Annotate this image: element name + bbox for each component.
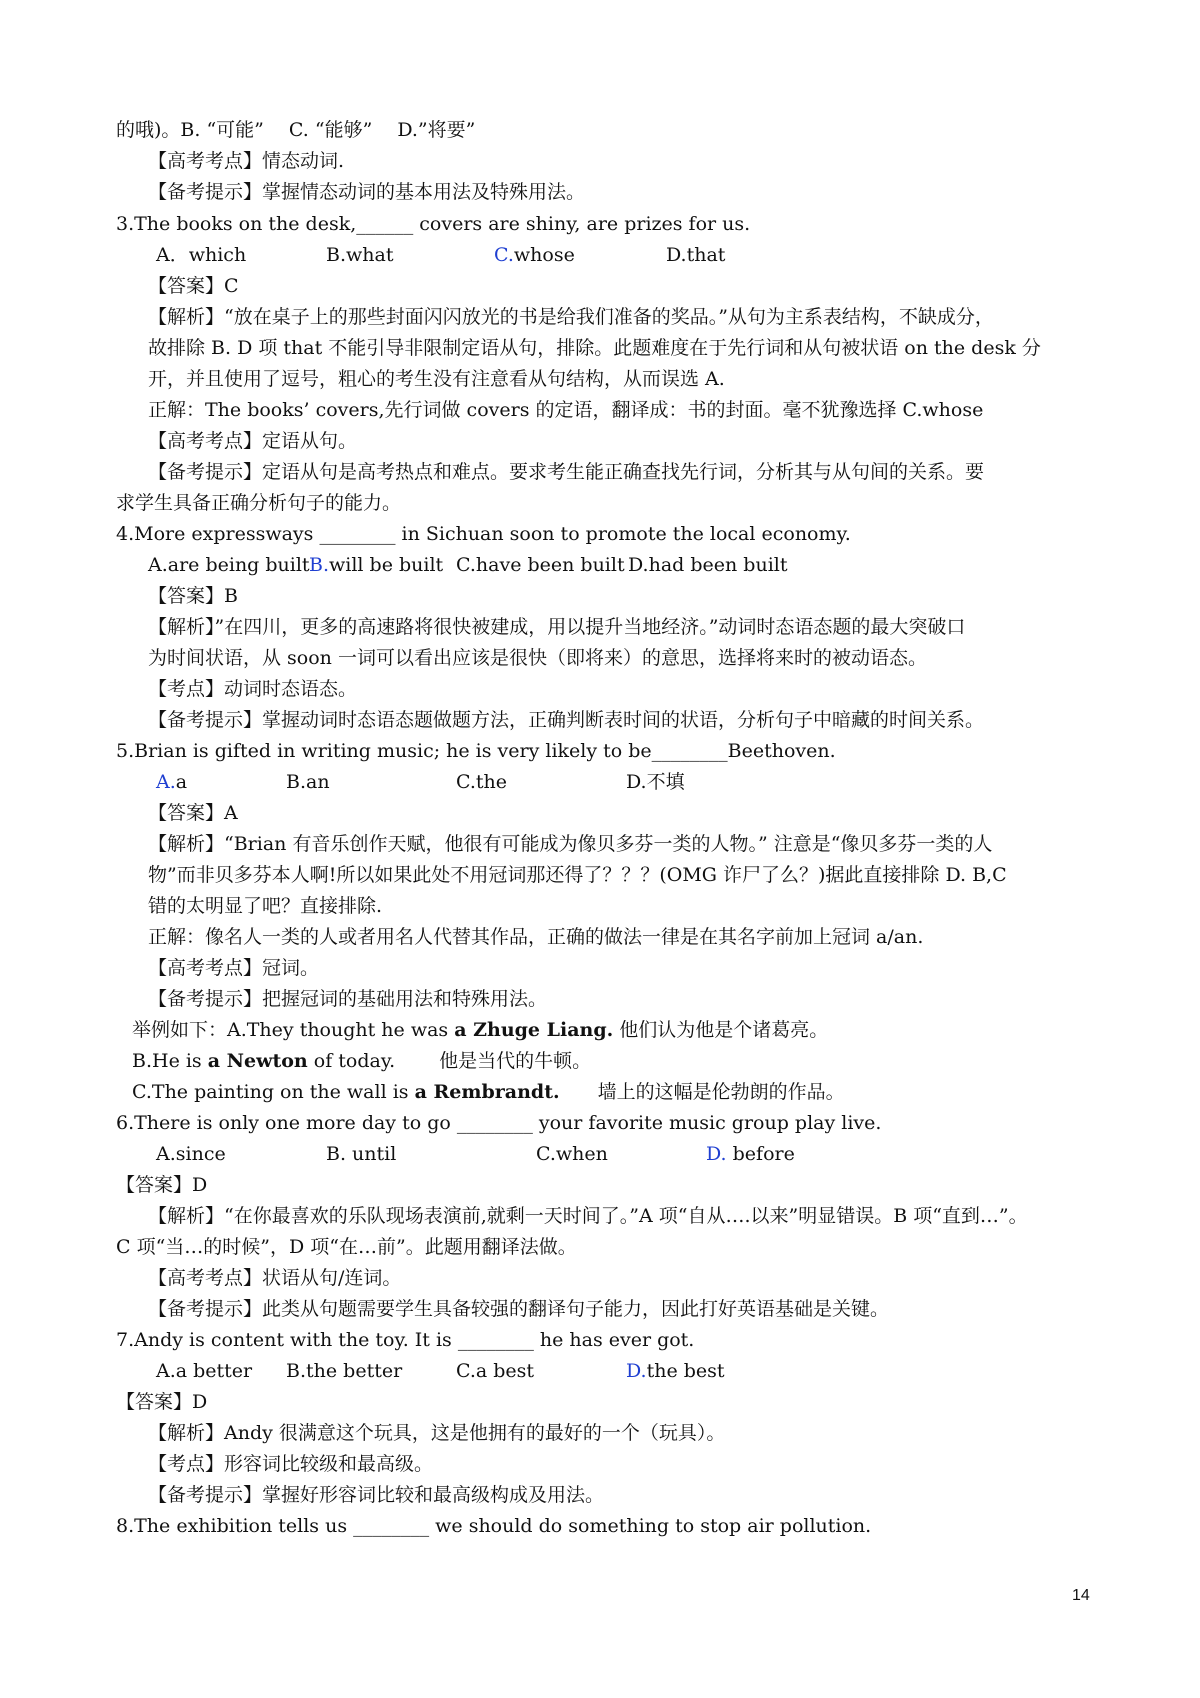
answer: 【答案】D [116, 1391, 208, 1413]
option-d [626, 1358, 725, 1384]
correct-solution: 正解：像名人一类的人或者用名人代替其作品，正确的做法一律是在其名字前加上冠词 a/an. [148, 926, 924, 948]
answer: 【答案】A [148, 802, 238, 824]
question-4-options [116, 552, 1016, 578]
prep-tip: 【备考提示】此类从句题需要学生具备较强的翻译句子能力，因此打好英语基础是关键。 [148, 1298, 890, 1320]
exam-point: 【高考考点】情态动词. [148, 150, 345, 172]
question-3: 3.The books on the desk,______ covers are shiny, are prizes for us. [116, 213, 751, 235]
correct-option-letter: D. [706, 1143, 727, 1165]
example-b [132, 1048, 591, 1074]
answer: 【答案】D [116, 1174, 208, 1196]
option-a: A.are being built [148, 554, 310, 576]
correct-option-letter: A. [156, 771, 176, 793]
example-text: of today. 他是当代的牛顿。 [307, 1050, 592, 1072]
correct-option-letter: B. [309, 554, 330, 576]
question-8: 8.The exhibition tells us ________ we should do something to stop air pollution. [116, 1515, 872, 1537]
option-b: B.the better [286, 1360, 403, 1382]
explanation-line: 【解析】“Brian 有音乐创作天赋，他很有可能成为像贝多芬一类的人物。” 注意是“像贝多芬一类的人 [148, 833, 993, 855]
question-3-options [116, 242, 1016, 268]
exam-point: 【考点】形容词比较级和最高级。 [148, 1453, 434, 1475]
explanation-line: 故排除 B. D 项 that 不能引导非限制定语从句，排除。此题难度在于先行词和从句被状语 on the desk 分 [148, 337, 1041, 359]
explanation-line: 开，并且使用了逗号，粗心的考生没有注意看从句结构，从而误选 A. [148, 368, 725, 390]
explanation-line: 物”而非贝多芬本人啊!所以如果此处不用冠词那还得了？？？(OMG 诈尸了么？)据此直接排除 D. B,C [148, 864, 1007, 886]
example-text: 墙上的这幅是伦勃朗的作品。 [559, 1081, 845, 1103]
option-a: A．which [156, 244, 247, 266]
exam-point: 【高考考点】冠词。 [148, 957, 320, 979]
explanation-line: 【解析】Andy 很满意这个玩具，这是他拥有的最好的一个（玩具）。 [148, 1422, 726, 1444]
explanation-line: 错的太明显了吧？直接排除. [148, 895, 383, 917]
question-5-options [116, 769, 1016, 795]
exam-point: 【高考考点】状语从句/连词。 [148, 1267, 402, 1289]
example-text: 举例如下：A.They thought he was [132, 1019, 455, 1041]
option-c [494, 242, 575, 268]
option-d: D.that [666, 244, 726, 266]
exam-point: 【高考考点】定语从句。 [148, 430, 358, 452]
example-text: C.The painting on the wall is [132, 1081, 415, 1103]
option-c: C.the [456, 771, 508, 793]
option-a-text: a [175, 771, 188, 793]
option-a: A.a better [156, 1360, 253, 1382]
option-d: D.had been built [628, 554, 788, 576]
option-c: C.a best [456, 1360, 535, 1382]
prep-tip: 【备考提示】掌握情态动词的基本用法及特殊用法。 [148, 181, 586, 203]
exam-point: 【考点】动词时态语态。 [148, 678, 358, 700]
answer: 【答案】B [148, 585, 238, 607]
option-c: C.have been built [456, 554, 625, 576]
option-a [156, 769, 187, 795]
prep-tip: 【备考提示】掌握动词时态语态题做题方法，正确判断表时间的状语，分析句子中暗藏的时间关系。 [148, 709, 985, 731]
explanation-line: 【解析】“在你最喜欢的乐队现场表演前,就剩一天时间了。”A 项“自从….以来”明显错误。B 项“直到…”。 [148, 1205, 1028, 1227]
question-7-options [116, 1358, 1016, 1384]
correct-option-letter: D. [626, 1360, 647, 1382]
prep-tip: 求学生具备正确分析句子的能力。 [116, 492, 402, 514]
option-c: C.when [536, 1143, 608, 1165]
example-a [132, 1017, 828, 1043]
option-b: B.an [286, 771, 330, 793]
explanation-line: 【解析】“放在桌子上的那些封面闪闪放光的书是给我们准备的奖品。”从句为主系表结构，不缺成分， [148, 306, 994, 328]
example-text: B.He is [132, 1050, 208, 1072]
explanation-line: 【解析】”在四川，更多的高速路将很快被建成，用以提升当地经济。”动词时态语态题的最大突破口 [148, 616, 966, 638]
question-6: 6.There is only one more day to go ________ your favorite music group play live. [116, 1112, 882, 1134]
explanation-line: C 项“当…的时候”，D 项“在…前”。此题用翻译法做。 [116, 1236, 577, 1258]
question-6-options [116, 1141, 1016, 1167]
page-number: 14 [1072, 1587, 1090, 1604]
correct-solution: 正解：The books’ covers,先行词做 covers 的定语，翻译成：书的封面。毫不犹豫选择 C.whose [148, 399, 984, 421]
option-a: A.since [156, 1143, 226, 1165]
example-bold: a Rembrandt. [414, 1081, 560, 1103]
option-b [309, 552, 443, 578]
option-d-text: the best [646, 1360, 725, 1382]
prep-tip: 【备考提示】把握冠词的基础用法和特殊用法。 [148, 988, 548, 1010]
prep-tip: 【备考提示】定语从句是高考热点和难点。要求考生能正确查找先行词，分析其与从句间的关系。要 [148, 461, 985, 483]
text-line: 的哦)。B. “可能” C. “能够” D.”将要” [116, 119, 476, 141]
prep-tip: 【备考提示】掌握好形容词比较和最高级构成及用法。 [148, 1484, 605, 1506]
option-c-text: whose [513, 244, 575, 266]
answer: 【答案】C [148, 275, 239, 297]
question-4: 4.More expressways ________ in Sichuan soon to promote the local economy. [116, 523, 851, 545]
example-bold: a Newton [207, 1050, 308, 1072]
example-text: 他们认为他是个诸葛亮。 [613, 1019, 829, 1041]
option-b-text: will be built [329, 554, 444, 576]
example-bold: a Zhuge Liang. [454, 1019, 614, 1041]
question-5: 5.Brian is gifted in writing music; he is very likely to be________Beethoven. [116, 740, 836, 762]
explanation-line: 为时间状语，从 soon 一词可以看出应该是很快（即将来）的意思，选择将来时的被动语态。 [148, 647, 927, 669]
option-b: B.what [326, 244, 394, 266]
correct-option-letter: C. [494, 244, 514, 266]
option-d [706, 1141, 795, 1167]
option-d-text: before [726, 1143, 795, 1165]
option-d: D.不填 [626, 771, 685, 793]
option-b: B. until [326, 1143, 397, 1165]
example-c [132, 1079, 845, 1105]
question-7: 7.Andy is content with the toy. It is ________ he has ever got. [116, 1329, 695, 1351]
